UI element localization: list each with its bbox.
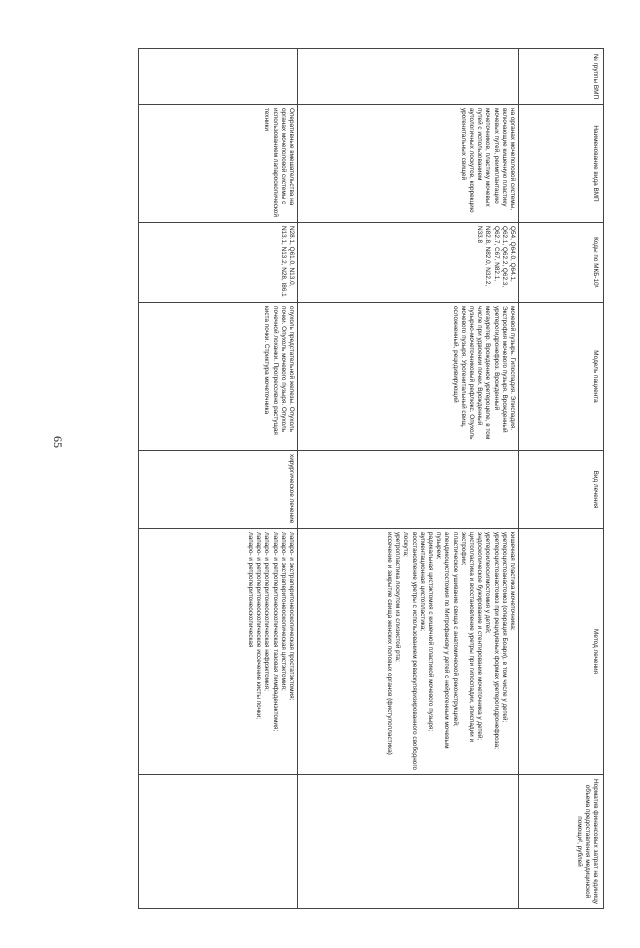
cell-type	[298, 451, 519, 529]
cell-type: хирургическое лечение	[139, 451, 298, 529]
cell-model: мочевой пузырь. Гипоспадия. Эписпадия. Экстрофия мочевого пузыря. Врожденный уретерогидронефроз. Врожденный мегауретер. Врожденное уретероцеле, в том числе при удвоении почки. Врожденный пузырно-мочеточниковый рефлюкс. Опухоль мочевого пузыря. Урогенитальный свищ, осложненный, рецидивирующий	[298, 303, 519, 451]
cell-name: Оперативные вмешательства на органах мочеполовой системы с использованием лапароскопической техники	[139, 105, 298, 223]
method-item: пластическое ушивание свища с анатомической реконструкцией;	[451, 532, 459, 727]
header-method: Метод лечения	[519, 529, 604, 775]
header-name: Наименование вида ВМП	[519, 105, 604, 223]
method-item: уретероцистоанастомоз (операция Боари), в том числе у детей;	[500, 532, 508, 723]
cell-model: опухоль предстательной железы. Опухоль почки. Опухоль мочевого пузыря. Опухоль почечной лоханки. Прогрессивно растущая киста почки. Стриктура мочеточника	[139, 303, 298, 451]
cell-name: на органах мочеполовой системы, включающие кишечную пластику мочевых путей, реимплантацию мочеточников, пластику мочевых путей с использованием аутологичных лоскутов, коррекцию урогенитальных свищей	[298, 105, 519, 223]
method-item: лапаро- и ретроперитонеоскопическая	[246, 532, 254, 648]
method-item: эндоскопическое бужирование и стентирование мочеточника у детей;	[476, 532, 484, 741]
cell-methods	[139, 529, 298, 775]
table-row	[139, 49, 298, 909]
cell-norm	[298, 775, 519, 909]
method-item: лапаро- и ретроперитонеоскопическое иссечение кисты почки;	[255, 532, 263, 720]
method-item: апендикоцистостомия по Митрофанову у детей с нейрогенным мочевым пузырем;	[435, 532, 451, 749]
cell-methods	[298, 529, 519, 775]
header-codes: Коды по МКБ-10¹	[519, 223, 604, 303]
page-number: 65	[51, 436, 65, 448]
method-item: восстановление уретры с использованием реваскуляризированного свободного лоскута;	[402, 532, 418, 771]
header-model: Модель пациента	[519, 303, 604, 451]
method-item: лапаро- и экстраперитонеоскопическая простатэктомия;	[288, 532, 295, 701]
cell-codes: Q54, Q64.0, Q64.1, Q62.1, Q62.2, Q62.3, Q62.7, C67, N82.1, N82.8, N82.0, N32.2, N33.8	[298, 223, 519, 303]
method-item: лапаро- и ретроперитонеоскопическая тазовая лимфаденэктомия;	[271, 532, 279, 732]
method-item: уретропластика лоскутом из слизистой рта;	[394, 532, 402, 662]
header-row	[519, 49, 604, 909]
header-type: Вид лечения	[519, 451, 604, 529]
method-item: иссечение и закрытие свища женских половых органов (фистулопластика)	[385, 532, 393, 755]
method-item: уретероцистоанастомоз при рецидивных формах уретерогидронефроза;	[492, 532, 500, 749]
method-item: цистопластика и восстановление уретры при гипоспадии, эписпадии и экстрофии;	[459, 532, 475, 743]
method-item: лапаро- и ретроперитонеоскопическая нефрэктомия;	[263, 532, 271, 691]
method-item: уретероилеосигмостомия у детей;	[484, 532, 492, 634]
method-item: лапаро- и экстраперитонеоскопическая цистэктомия;	[279, 532, 287, 691]
rotated-table-container	[84, 43, 604, 948]
cell-norm	[139, 775, 298, 909]
method-item: радикальная цистэктомия с кишечной пластикой мочевого пузыря;	[426, 532, 434, 732]
vmp-table	[138, 48, 604, 909]
header-group: № группы ВМП	[519, 49, 604, 105]
table-row	[298, 49, 519, 909]
method-item: аугментационная цистопластика;	[418, 532, 426, 632]
cell-codes: N28.1, Q61.0, N13.0, N13.1, N13.2, N28, I86.1	[139, 223, 298, 303]
cell-group	[298, 49, 519, 105]
method-item: кишечная пластика мочеточника;	[509, 532, 516, 631]
header-norm: Норматив финансовых затрат на единицу объема предоставления медицинской помощи², рублей	[519, 775, 604, 909]
cell-group	[139, 49, 298, 105]
